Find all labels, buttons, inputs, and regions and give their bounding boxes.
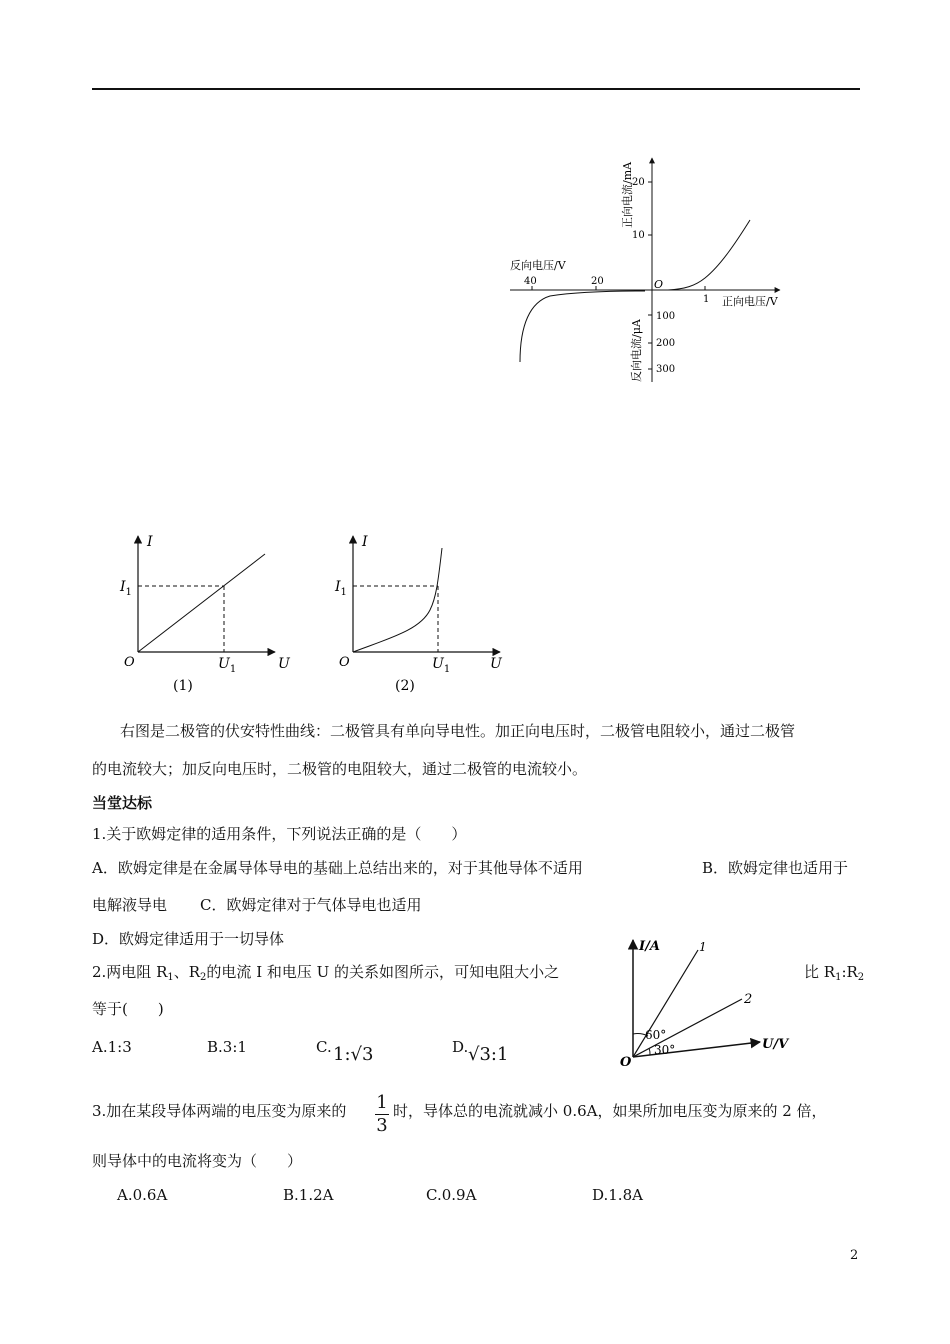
q2-stem-a: 2.两电阻 R (92, 963, 168, 981)
q3-frac-num: 1 (376, 1092, 388, 1113)
q2-option-d-label: D. (452, 1038, 469, 1056)
diode-x-label-reverse: 反向电压/V (510, 259, 566, 272)
q2-stem-b: 、R (173, 963, 201, 981)
section-title: 当堂达标 (92, 794, 153, 812)
q1-stem: 1.关于欧姆定律的适用条件，下列说法正确的是（ ） (92, 825, 467, 843)
graph2-caption: (2) (395, 678, 415, 694)
q3-option-a: A.0.6A (117, 1186, 168, 1204)
explanation-line-1: 右图是二极管的伏安特性曲线：二极管具有单向导电性。加正向电压时，二极管电阻较小，通过二极管 (120, 722, 796, 740)
diode-tick-300ua: 300 (656, 364, 676, 375)
graph1-y-label: I (147, 534, 153, 550)
graph2-curve (353, 548, 442, 652)
q3-option-b: B.1.2A (283, 1186, 334, 1204)
graph2-origin: O (339, 655, 350, 670)
diode-iv-chart (500, 150, 800, 390)
q2-graph (610, 930, 800, 1066)
graph2-i1-sub: 1 (340, 587, 347, 598)
q3-frac-den: 3 (376, 1115, 388, 1136)
q3-fraction (373, 1092, 391, 1137)
q1-option-b-part1: B．欧姆定律也适用于 (702, 859, 849, 877)
q2-stem-right (804, 962, 864, 988)
iu-graph-2 (330, 528, 510, 698)
diode-tick-200ua: 200 (656, 338, 676, 349)
iu-graph-1 (115, 528, 295, 698)
q3-option-c: C.0.9A (426, 1186, 477, 1204)
graph1-origin: O (124, 655, 135, 670)
q2-stem-c: 的电流 I 和电压 U 的关系如图所示，可知电阻大小之 (206, 963, 560, 981)
q2-stem-end: 等于( ) (92, 1000, 164, 1018)
graph1-i1-sub: 1 (125, 587, 132, 598)
diode-tick-20ma: 20 (632, 177, 645, 188)
diode-tick-10ma: 10 (632, 230, 645, 241)
q2-stem-sub2: 2 (200, 972, 207, 983)
q2-stem-sub1: 1 (167, 972, 174, 983)
page-number: 2 (850, 1248, 859, 1263)
diode-y-label-reverse: 反向电流/μA (630, 319, 643, 382)
q2-graph-angle-30: 30° (654, 1043, 676, 1057)
q1-option-a: A．欧姆定律是在金属导体导电的基础上总结出来的，对于其他导体不适用 (92, 859, 583, 877)
q3-option-d: D.1.8A (592, 1186, 643, 1204)
svg-text:I1 (334, 579, 347, 598)
graph2-i1: I (335, 579, 341, 595)
diode-origin: O (654, 278, 664, 291)
diode-tick-100ua: 100 (656, 311, 676, 322)
graph2-u1-sub: 1 (443, 664, 451, 675)
diode-y-label-forward: 正向电流/mA (621, 161, 634, 228)
q2-right-b: :R (841, 963, 858, 981)
graph1-line (138, 554, 265, 652)
graph1-i1: I (120, 579, 126, 595)
graph1-u1-sub: 1 (229, 664, 237, 675)
q3-stem-a: 3.加在某段导体两端的电压变为原来的 (92, 1102, 347, 1120)
graph1-caption: (1) (173, 678, 193, 694)
diode-x-label-forward: 正向电压/V (722, 295, 778, 308)
q2-graph-y-label: I/A (639, 939, 660, 954)
graph2-x-label: U (490, 656, 502, 672)
explanation-line-2: 的电流较大；加反向电压时，二极管的电阻较大，通过二极管的电流较小。 (92, 760, 588, 778)
q2-option-b: B.3:1 (207, 1038, 247, 1056)
q2-right-sub1: 1 (835, 972, 842, 983)
q1-option-c: C．欧姆定律对于气体导电也适用 (200, 896, 422, 914)
q2-graph-x-label: U/V (762, 1037, 789, 1052)
diode-tick-20: 20 (591, 276, 604, 287)
diode-tick-40: 40 (524, 276, 537, 287)
q2-graph-line1-label: 1 (699, 940, 707, 954)
q2-option-a: A.1:3 (92, 1038, 132, 1056)
q2-graph-angle-60: 60° (645, 1028, 667, 1042)
q3-stem-b: 时，导体总的电流就减小 0.6A，如果所加电压变为原来的 2 倍， (393, 1102, 827, 1120)
q1-option-b-part2: 电解液导电 (92, 896, 168, 914)
svg-text:U1 (218, 656, 236, 675)
svg-text:U1 (432, 656, 450, 675)
q2-graph-origin: O (620, 1055, 632, 1066)
graph1-u1: U (218, 656, 230, 672)
q2-option-d-value: √3:1 (468, 1044, 509, 1065)
diode-reverse-curve (520, 291, 645, 362)
graph2-y-label: I (362, 534, 368, 550)
header-rule (92, 88, 860, 90)
diode-forward-curve (668, 220, 750, 290)
q2-stem (92, 962, 559, 988)
diode-tick-1: 1 (703, 294, 710, 305)
q2-right-sub2: 2 (857, 972, 865, 983)
q2-option-c-label: C. (316, 1038, 332, 1056)
q2-graph-line2-label: 2 (744, 992, 753, 1007)
graph1-x-label: U (278, 656, 290, 672)
svg-text:I1 (119, 579, 132, 598)
q2-option-c-value: 1:√3 (333, 1044, 374, 1065)
q2-right-a: 比 R (804, 963, 836, 981)
graph2-u1: U (432, 656, 444, 672)
q3-stem-c: 则导体中的电流将变为（ ） (92, 1152, 303, 1170)
q1-option-d: D．欧姆定律适用于一切导体 (92, 930, 285, 948)
